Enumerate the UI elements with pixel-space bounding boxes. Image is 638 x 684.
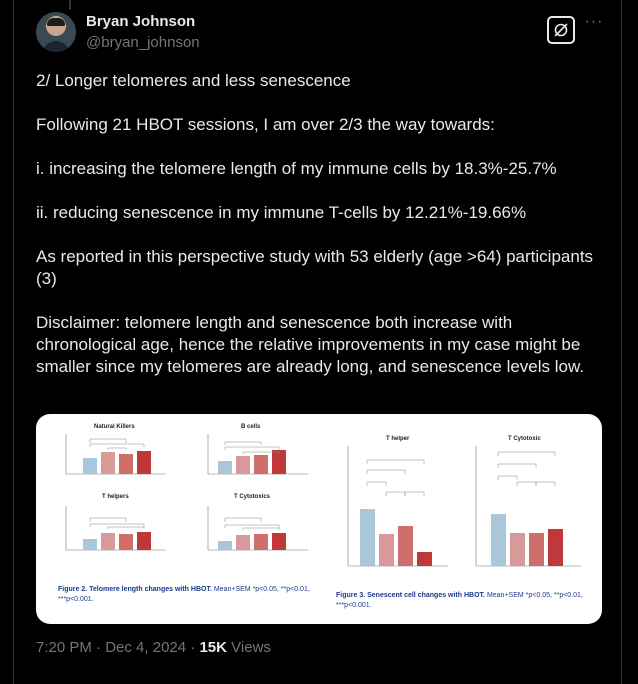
tweet-paragraph: ii. reducing senescence in my immune T-cells by 12.21%-19.66%	[36, 203, 527, 222]
views-label: Views	[231, 639, 271, 656]
grok-button[interactable]	[547, 16, 575, 44]
chart-t-cytotoxics	[208, 506, 308, 550]
author-handle[interactable]: @bryan_johnson	[86, 34, 200, 51]
grok-icon	[553, 22, 569, 38]
figure-2-caption-text: Mean+SEM *p<0.05, **p<0.01, ***p<0.001.	[58, 586, 310, 603]
avatar[interactable]	[36, 12, 76, 52]
panel-title-t-cytotoxic: T Cytotoxic	[508, 436, 541, 442]
chart-t-helpers	[66, 506, 166, 550]
tweet-meta: 7:20 PM · Dec 4, 2024 · 15K Views	[36, 639, 271, 656]
figure-3-caption	[336, 591, 586, 611]
panel-title-b-cells: B cells	[241, 424, 261, 430]
chart-natural-killers	[66, 434, 166, 474]
tweet-text	[36, 70, 608, 400]
tweet-paragraph: i. increasing the telomere length of my immune cells by 18.3%-25.7%	[36, 159, 557, 178]
tweet-paragraph: Following 21 HBOT sessions, I am over 2/3 the way towards:	[36, 115, 495, 134]
panel-title-t-helper: T helper	[386, 436, 410, 442]
tweet-date[interactable]: Dec 4, 2024	[105, 639, 187, 656]
tweet-paragraph: As reported in this perspective study with 53 elderly (age >64) participants (3)	[36, 247, 594, 288]
tweet-paragraph: 2/ Longer telomeres and less senescence	[36, 71, 351, 90]
figure-2-caption-title: Figure 2. Telomere length changes with HBOT.	[58, 586, 212, 593]
chart-t-cytotoxic-senescence	[476, 446, 581, 566]
panel-title-t-helpers: T helpers	[102, 494, 129, 500]
thread-connector-line	[69, 0, 71, 10]
panel-title-t-cytotoxics: T Cytotoxics	[234, 494, 271, 500]
more-options-button[interactable]	[584, 15, 604, 35]
chart-b-cells	[208, 434, 308, 474]
panel-title-natural-killers: Natural Killers	[94, 424, 135, 430]
chart-t-helper-senescence	[348, 446, 448, 566]
tweet-time[interactable]: 7:20 PM	[36, 639, 92, 656]
views-count[interactable]: 15K	[199, 639, 227, 656]
tweet-media-image[interactable]	[36, 414, 602, 624]
figure-3-caption-title: Figure 3. Senescent cell changes with HBOT.	[336, 592, 485, 599]
figure-3-caption-text: Mean+SEM *p<0.05, **p<0.01, ***p<0.001.	[336, 592, 583, 609]
more-icon: ···	[584, 13, 604, 30]
author-name[interactable]: Bryan Johnson	[86, 13, 196, 30]
tweet-paragraph: Disclaimer: telomere length and senescence both increase with chronological age, hence the relative improvements in my case might be smaller since my telomeres are already long, and senescence levels low.	[36, 313, 585, 376]
figure-2-caption	[58, 585, 320, 605]
